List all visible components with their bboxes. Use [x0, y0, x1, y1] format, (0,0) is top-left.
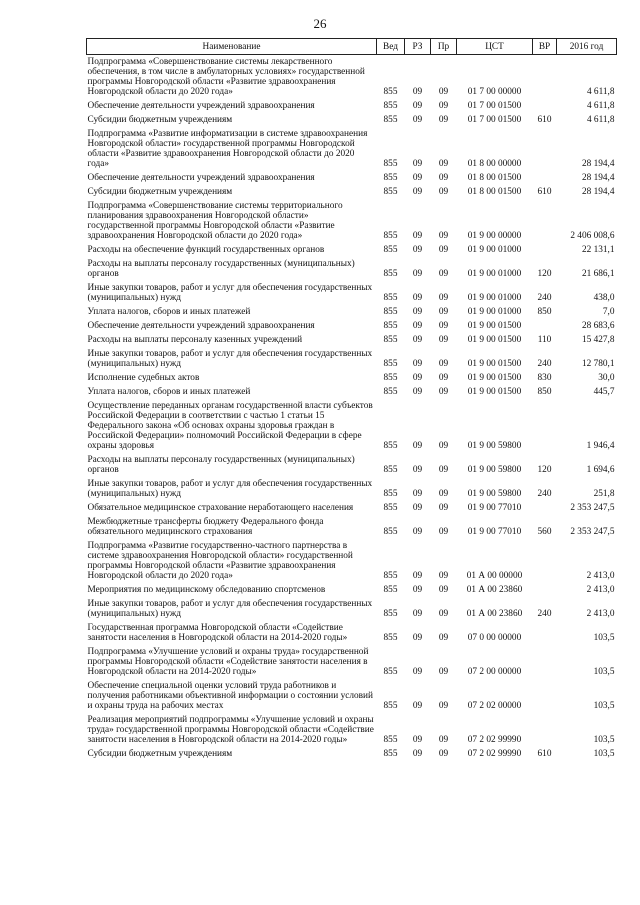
table-body — [87, 55, 617, 762]
cell-rz: 09 — [412, 269, 423, 279]
cell-cst: 01 9 00 01000 — [467, 245, 522, 255]
cell-vr — [533, 127, 557, 171]
table-row — [87, 597, 617, 621]
cell-cst: 01 9 00 01500 — [467, 321, 522, 331]
cell-pr: 09 — [438, 609, 449, 619]
table-row — [87, 453, 617, 477]
cell-rz: 09 — [412, 527, 423, 537]
cell-amount: 103,5 — [593, 667, 615, 677]
cell-cst: 01 9 00 01000 — [467, 293, 522, 303]
cell-ved: 855 — [383, 87, 398, 97]
cell-amount: 28 194,4 — [581, 159, 615, 169]
cell-vr — [533, 621, 557, 645]
cell-cst: 01 9 00 01000 — [467, 269, 522, 279]
cell-vr — [533, 319, 557, 333]
cell-vr: 240 — [537, 489, 552, 499]
cell-rz: 09 — [412, 465, 423, 475]
cell-vr — [533, 713, 557, 747]
cell-name: Расходы на выплаты персоналу государственных (муниципальных) органов — [87, 259, 355, 279]
cell-amount: 4 611,8 — [586, 87, 615, 97]
cell-ved: 855 — [383, 101, 398, 111]
cell-cst: 01 А 00 00000 — [466, 571, 523, 581]
cell-ved: 855 — [383, 735, 398, 745]
table-row — [87, 199, 617, 243]
cell-vr: 120 — [537, 465, 552, 475]
table-header-row — [87, 39, 617, 55]
cell-amount: 2 406 008,6 — [570, 231, 615, 241]
table-row — [87, 55, 617, 100]
cell-ved: 855 — [383, 387, 398, 397]
cell-vr — [533, 243, 557, 257]
cell-pr: 09 — [438, 359, 449, 369]
cell-pr: 09 — [438, 571, 449, 581]
cell-cst: 01 9 00 01500 — [467, 387, 522, 397]
cell-ved: 855 — [383, 269, 398, 279]
cell-rz: 09 — [412, 335, 423, 345]
cell-cst: 01 9 00 01500 — [467, 373, 522, 383]
cell-amount: 30,0 — [598, 373, 615, 383]
header-name: Наименование — [87, 39, 377, 55]
cell-cst: 01 7 00 00000 — [467, 87, 522, 97]
bottom-scan-marks — [0, 891, 640, 895]
cell-vr: 850 — [537, 307, 552, 317]
cell-ved: 855 — [383, 465, 398, 475]
cell-ved: 855 — [383, 307, 398, 317]
cell-name: Иные закупки товаров, работ и услуг для обеспечения государственных (муниципальных) нужд — [87, 283, 373, 303]
cell-amount: 4 611,8 — [586, 115, 615, 125]
cell-vr: 120 — [537, 269, 552, 279]
cell-amount: 438,0 — [593, 293, 615, 303]
cell-name: Подпрограмма «Развитие государственно-частного партнерства в системе здравоохранения Новгородской области» государственной программы Новгородской области «Развитие здравоохранения Новгородской области до 2020 года» — [87, 541, 353, 581]
table-row — [87, 645, 617, 679]
cell-name: Обеспечение деятельности учреждений здравоохранения — [87, 173, 315, 183]
cell-rz: 09 — [412, 87, 423, 97]
cell-cst: 07 2 02 00000 — [467, 701, 522, 711]
cell-cst: 07 2 02 99990 — [467, 749, 522, 759]
cell-ved: 855 — [383, 187, 398, 197]
cell-amount: 15 427,8 — [581, 335, 615, 345]
cell-cst: 01 7 00 01500 — [467, 115, 522, 125]
cell-name: Обеспечение деятельности учреждений здравоохранения — [87, 321, 315, 331]
cell-vr: 110 — [537, 335, 552, 345]
cell-ved: 855 — [383, 115, 398, 125]
cell-pr: 09 — [438, 387, 449, 397]
cell-vr — [533, 583, 557, 597]
header-pr: Пр — [431, 39, 457, 55]
cell-pr: 09 — [438, 231, 449, 241]
cell-amount: 1 694,6 — [586, 465, 615, 475]
cell-name: Государственная программа Новгородской области «Содействие занятости населения в Новгородской области на 2014-2020 годы» — [87, 623, 348, 643]
cell-rz: 09 — [412, 373, 423, 383]
cell-cst: 01 7 00 01500 — [467, 101, 522, 111]
cell-pr: 09 — [438, 335, 449, 345]
cell-amount: 4 611,8 — [586, 101, 615, 111]
cell-name: Обеспечение специальной оценки условий труда работников и получения работниками объективной информации о состоянии условий и охраны труда на рабочих местах — [87, 681, 373, 711]
cell-amount: 445,7 — [593, 387, 615, 397]
cell-amount: 7,0 — [602, 307, 615, 317]
table-row — [87, 185, 617, 199]
cell-pr: 09 — [438, 269, 449, 279]
header-year: 2016 год — [557, 39, 617, 55]
cell-rz: 09 — [412, 173, 423, 183]
cell-vr — [533, 399, 557, 453]
cell-pr: 09 — [438, 735, 449, 745]
cell-name: Иные закупки товаров, работ и услуг для обеспечения государственных (муниципальных) нужд — [87, 479, 373, 499]
cell-amount: 251,8 — [593, 489, 615, 499]
table-row — [87, 127, 617, 171]
cell-name: Подпрограмма «Развитие информатизации в системе здравоохранения Новгородской области» государственной программы Новгородской области «Развитие здравоохранения Новгородской области до 2020 года» — [87, 129, 368, 169]
table-row — [87, 477, 617, 501]
cell-cst: 01 9 00 01000 — [467, 307, 522, 317]
cell-ved: 855 — [383, 245, 398, 255]
cell-amount: 28 683,6 — [581, 321, 615, 331]
cell-pr: 09 — [438, 321, 449, 331]
cell-rz: 09 — [412, 571, 423, 581]
cell-name: Субсидии бюджетным учреждениям — [87, 115, 233, 125]
cell-rz: 09 — [412, 359, 423, 369]
cell-pr: 09 — [438, 749, 449, 759]
table-row — [87, 515, 617, 539]
table-row — [87, 257, 617, 281]
header-cst: ЦСТ — [457, 39, 533, 55]
cell-ved: 855 — [383, 749, 398, 759]
cell-rz: 09 — [412, 667, 423, 677]
cell-pr: 09 — [438, 441, 449, 451]
cell-vr — [533, 55, 557, 100]
cell-pr: 09 — [438, 245, 449, 255]
table-row — [87, 171, 617, 185]
cell-cst: 07 2 00 00000 — [467, 667, 522, 677]
cell-name: Иные закупки товаров, работ и услуг для обеспечения государственных (муниципальных) нужд — [87, 599, 373, 619]
cell-rz: 09 — [412, 701, 423, 711]
cell-pr: 09 — [438, 187, 449, 197]
cell-ved: 855 — [383, 321, 398, 331]
cell-cst: 01 А 00 23860 — [466, 609, 523, 619]
header-ved: Вед — [377, 39, 405, 55]
cell-cst: 01 9 00 01500 — [467, 359, 522, 369]
table-row — [87, 113, 617, 127]
cell-pr: 09 — [438, 667, 449, 677]
cell-rz: 09 — [412, 749, 423, 759]
cell-cst: 01 9 00 77010 — [467, 527, 522, 537]
table-row — [87, 347, 617, 371]
cell-vr — [533, 679, 557, 713]
cell-pr: 09 — [438, 101, 449, 111]
cell-amount: 1 946,4 — [586, 441, 615, 451]
cell-cst: 01 9 00 77010 — [467, 503, 522, 513]
cell-rz: 09 — [412, 609, 423, 619]
cell-pr: 09 — [438, 173, 449, 183]
cell-name: Подпрограмма «Совершенствование системы территориального планирования здравоохранения Новгородской области» государственной программы Новгородской области «Развитие здравоохранения Новгородской области до 2020 года» — [87, 201, 343, 241]
page-number: 26 — [313, 16, 327, 31]
cell-vr: 240 — [537, 359, 552, 369]
cell-name: Уплата налогов, сборов и иных платежей — [87, 307, 251, 317]
cell-amount: 103,5 — [593, 701, 615, 711]
table-row — [87, 305, 617, 319]
cell-name: Подпрограмма «Совершенствование системы лекарственного обеспечения, в том числе в амбулаторных условиях» государственной программы Новгородской области «Развитие здравоохранения Новгородской области до 2020 года» — [87, 57, 365, 97]
cell-pr: 09 — [438, 87, 449, 97]
cell-vr — [533, 199, 557, 243]
table-row — [87, 319, 617, 333]
cell-amount: 103,5 — [593, 735, 615, 745]
cell-rz: 09 — [412, 585, 423, 595]
cell-cst: 01 9 00 59800 — [467, 489, 522, 499]
cell-rz: 09 — [412, 441, 423, 451]
cell-pr: 09 — [438, 159, 449, 169]
cell-cst: 01 8 00 01500 — [467, 173, 522, 183]
cell-rz: 09 — [412, 307, 423, 317]
cell-rz: 09 — [412, 187, 423, 197]
cell-name: Обязательное медицинское страхование неработающего населения — [87, 503, 354, 513]
table-row — [87, 385, 617, 399]
cell-amount: 2 353 247,5 — [570, 503, 615, 513]
cell-name: Субсидии бюджетным учреждениям — [87, 187, 233, 197]
cell-cst: 01 9 00 00000 — [467, 231, 522, 241]
cell-cst: 07 0 00 00000 — [467, 633, 522, 643]
cell-cst: 01 9 00 01500 — [467, 335, 522, 345]
header-rz: РЗ — [405, 39, 431, 55]
cell-pr: 09 — [438, 115, 449, 125]
cell-name: Реализация мероприятий подпрограммы «Улучшение условий и охраны труда» государственной программы Новгородской области «Содействие занятости населения в Новгородской области на 2014-2020 годы» — [87, 715, 374, 745]
cell-name: Исполнение судебных актов — [87, 373, 200, 383]
table-row — [87, 747, 617, 761]
cell-vr: 850 — [537, 387, 552, 397]
cell-ved: 855 — [383, 701, 398, 711]
cell-vr: 560 — [537, 527, 552, 537]
table-row — [87, 501, 617, 515]
cell-pr: 09 — [438, 307, 449, 317]
cell-vr — [533, 539, 557, 583]
table-row — [87, 371, 617, 385]
cell-amount: 21 686,1 — [581, 269, 615, 279]
cell-pr: 09 — [438, 465, 449, 475]
cell-name: Иные закупки товаров, работ и услуг для обеспечения государственных (муниципальных) нужд — [87, 349, 373, 369]
table-row — [87, 679, 617, 713]
cell-pr: 09 — [438, 503, 449, 513]
cell-amount: 28 194,4 — [581, 187, 615, 197]
cell-ved: 855 — [383, 609, 398, 619]
cell-ved: 855 — [383, 173, 398, 183]
cell-name: Расходы на обеспечение функций государственных органов — [87, 245, 325, 255]
cell-vr: 610 — [537, 187, 552, 197]
cell-pr: 09 — [438, 585, 449, 595]
cell-vr: 830 — [537, 373, 552, 383]
cell-ved: 855 — [383, 571, 398, 581]
cell-cst: 07 2 02 99990 — [467, 735, 522, 745]
table-row — [87, 399, 617, 453]
cell-ved: 855 — [383, 373, 398, 383]
cell-rz: 09 — [412, 231, 423, 241]
cell-rz: 09 — [412, 503, 423, 513]
cell-cst: 01 А 00 23860 — [466, 585, 523, 595]
cell-rz: 09 — [412, 321, 423, 331]
cell-vr — [533, 645, 557, 679]
table-row — [87, 583, 617, 597]
cell-amount: 2 413,0 — [586, 585, 615, 595]
cell-amount: 103,5 — [593, 749, 615, 759]
cell-amount: 12 780,1 — [581, 359, 615, 369]
cell-name: Субсидии бюджетным учреждениям — [87, 749, 233, 759]
budget-table — [86, 38, 617, 761]
cell-pr: 09 — [438, 633, 449, 643]
cell-name: Уплата налогов, сборов и иных платежей — [87, 387, 251, 397]
cell-ved: 855 — [383, 335, 398, 345]
cell-rz: 09 — [412, 489, 423, 499]
cell-amount: 103,5 — [593, 633, 615, 643]
table-row — [87, 281, 617, 305]
cell-ved: 855 — [383, 667, 398, 677]
cell-vr: 610 — [537, 115, 552, 125]
cell-ved: 855 — [383, 231, 398, 241]
cell-name: Расходы на выплаты персоналу казенных учреждений — [87, 335, 303, 345]
cell-rz: 09 — [412, 245, 423, 255]
cell-name: Межбюджетные трансферты бюджету Федерального фонда обязательного медицинского страхования — [87, 517, 324, 537]
table-row — [87, 243, 617, 257]
cell-ved: 855 — [383, 489, 398, 499]
cell-ved: 855 — [383, 633, 398, 643]
cell-pr: 09 — [438, 373, 449, 383]
table-row — [87, 539, 617, 583]
cell-amount: 22 131,1 — [581, 245, 615, 255]
cell-ved: 855 — [383, 585, 398, 595]
cell-name: Расходы на выплаты персоналу государственных (муниципальных) органов — [87, 455, 355, 475]
cell-rz: 09 — [412, 115, 423, 125]
cell-ved: 855 — [383, 503, 398, 513]
header-vr: ВР — [533, 39, 557, 55]
cell-name: Мероприятия по медицинскому обследованию спортсменов — [87, 585, 326, 595]
cell-cst: 01 8 00 00000 — [467, 159, 522, 169]
cell-rz: 09 — [412, 735, 423, 745]
cell-pr: 09 — [438, 489, 449, 499]
cell-vr: 610 — [537, 749, 552, 759]
cell-cst: 01 9 00 59800 — [467, 465, 522, 475]
cell-amount: 28 194,4 — [581, 173, 615, 183]
cell-rz: 09 — [412, 293, 423, 303]
cell-pr: 09 — [438, 701, 449, 711]
cell-vr: 240 — [537, 609, 552, 619]
cell-cst: 01 8 00 01500 — [467, 187, 522, 197]
cell-rz: 09 — [412, 633, 423, 643]
cell-vr — [533, 171, 557, 185]
cell-amount: 2 413,0 — [586, 609, 615, 619]
cell-rz: 09 — [412, 159, 423, 169]
cell-name: Обеспечение деятельности учреждений здравоохранения — [87, 101, 315, 111]
cell-ved: 855 — [383, 441, 398, 451]
cell-rz: 09 — [412, 387, 423, 397]
cell-ved: 855 — [383, 293, 398, 303]
cell-vr — [533, 99, 557, 113]
table-row — [87, 713, 617, 747]
cell-amount: 2 353 247,5 — [570, 527, 615, 537]
cell-ved: 855 — [383, 359, 398, 369]
table-row — [87, 333, 617, 347]
cell-cst: 01 9 00 59800 — [467, 441, 522, 451]
table-row — [87, 621, 617, 645]
cell-pr: 09 — [438, 293, 449, 303]
table-row — [87, 99, 617, 113]
cell-ved: 855 — [383, 527, 398, 537]
cell-rz: 09 — [412, 101, 423, 111]
cell-vr: 240 — [537, 293, 552, 303]
cell-ved: 855 — [383, 159, 398, 169]
cell-pr: 09 — [438, 527, 449, 537]
cell-name: Осуществление переданных органам государственной власти субъектов Российской Федерации в соответствии с частью 1 статьи 15 Федерального закона «Об основах охраны здоровья граждан в Российской Федерации» полномочий Российской Федерации в сфере охраны здоровья — [87, 401, 373, 451]
cell-name: Подпрограмма «Улучшение условий и охраны труда» государственной программы Новгородской области «Содействие занятости населения в Новгородской области на 2014-2020 годы» — [87, 647, 369, 677]
cell-vr — [533, 501, 557, 515]
cell-amount: 2 413,0 — [586, 571, 615, 581]
